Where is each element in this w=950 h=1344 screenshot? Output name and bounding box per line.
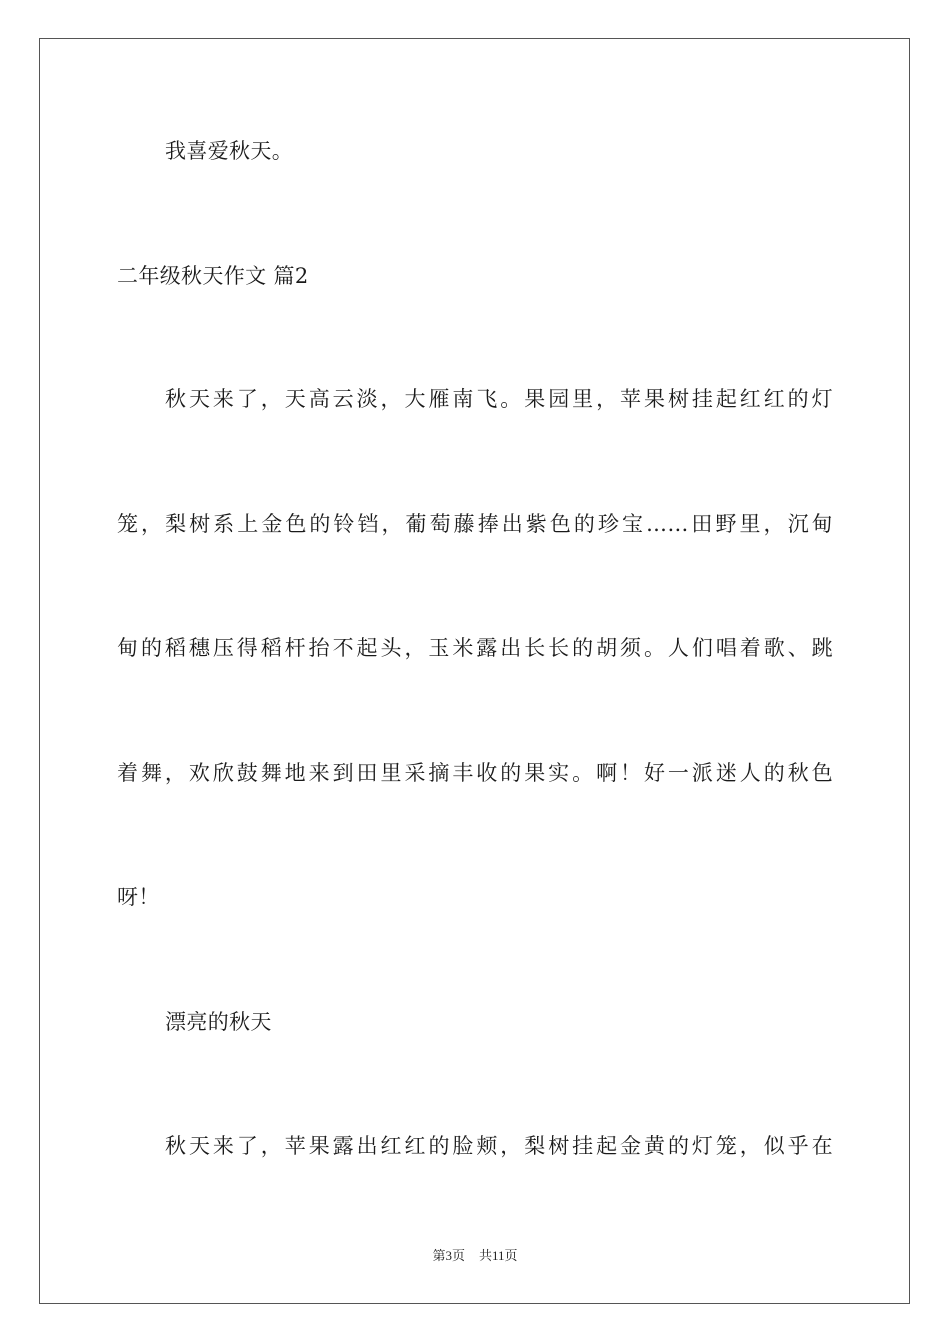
page-footer xyxy=(0,1247,950,1265)
paragraph-line: 秋天来了，天高云淡，大雁南飞。果园里，苹果树挂起红红的灯 xyxy=(165,387,833,411)
paragraph-line: 着舞，欢欣鼓舞地来到田里采摘丰收的果实。啊！好一派迷人的秋色 xyxy=(117,761,833,785)
page-total: 共11页 xyxy=(478,1248,518,1263)
page-border xyxy=(39,38,910,1304)
paragraph-line: 呀！ xyxy=(117,885,160,909)
section-heading: 二年级秋天作文 篇2 xyxy=(117,264,309,288)
page-number: 第3页 xyxy=(432,1248,465,1263)
paragraph-closing-line: 我喜爱秋天。 xyxy=(165,139,294,163)
paragraph-line: 笼，梨树系上金色的铃铛，葡萄藤捧出紫色的珍宝……田野里，沉甸 xyxy=(117,512,833,536)
paragraph-line: 甸的稻穗压得稻杆抬不起头，玉米露出长长的胡须。人们唱着歌、跳 xyxy=(117,636,833,660)
paragraph-line: 秋天来了，苹果露出红红的脸颊，梨树挂起金黄的灯笼，似乎在 xyxy=(165,1134,833,1158)
poem-title: 漂亮的秋天 xyxy=(165,1010,272,1034)
